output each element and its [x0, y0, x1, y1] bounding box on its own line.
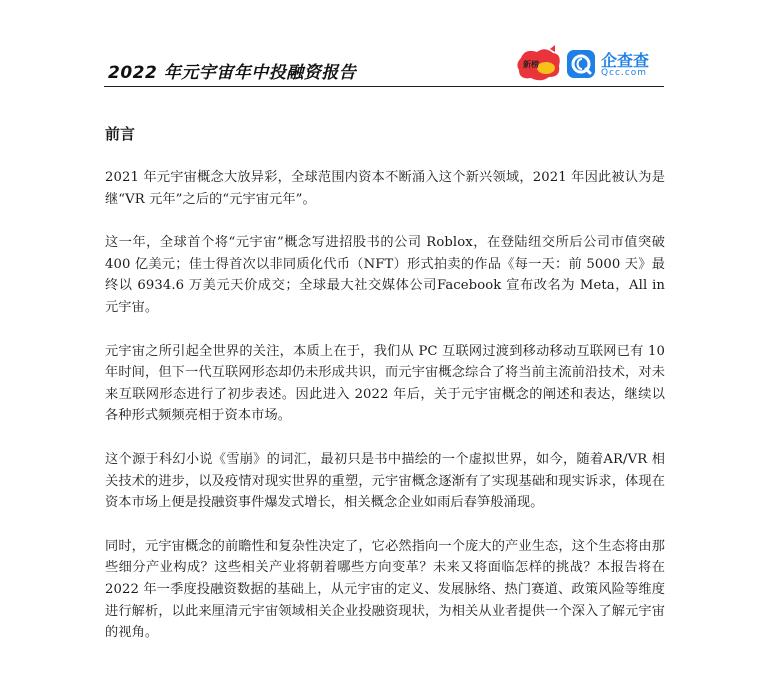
- qcc-logo-name: 企查查: [601, 51, 650, 70]
- qcc-logo-domain: Qcc.com: [601, 68, 648, 78]
- paragraph-3: 元宇宙之所引起全世界的关注，本质上在于，我们从 PC 互联网过渡到移动移动互联网已有 10 年时间，但下一代互联网形态却仍未形成共识，而元宇宙概念综合了将当前主流前沿技术，对未来互联网形态进行了初步表述。因此进入 2022 年后，关于元宇宙概念的阐述和表达，继续以各种形式频频亮相于资本市场。: [105, 343, 665, 424]
- document-title: 2022 年元宇宙年中投融资报告: [108, 63, 357, 83]
- page-header: [0, 0, 779, 100]
- paragraph-1: 2021 年元宇宙概念大放异彩，全球范围内资本不断涌入这个新兴领域，2021 年因此被认为是继“VR 元年”之后的“元宇宙元年”。: [105, 170, 665, 207]
- header-divider: [104, 86, 664, 87]
- xinbang-logo-icon: [515, 44, 563, 84]
- paragraph-4: 这个源于科幻小说《雪崩》的词汇，最初只是书中描绘的一个虚拟世界，如今，随着AR/VR 相关技术的进步，以及疫情对现实世界的重塑，元宇宙概念逐渐有了实现基础和现实诉求，体现在资本市场上便是投融资事件爆发式增长，相关概念企业如雨后春笋般涌现。: [105, 451, 665, 511]
- paragraph-5: 同时，元宇宙概念的前瞻性和复杂性决定了，它必然指向一个庞大的产业生态，这个生态将由那些细分产业构成？这些相关产业将朝着哪些方向变革？未来又将面临怎样的挑战？本报告将在 2022 年一季度投融资数据的基础上，从元宇宙的定义、发展脉络、热门赛道、政策风险等维度进行解析，以此来厘清元宇宙领域相关企业投融资现状，为相关从业者提供一个深入了解元宇宙的视角。: [105, 538, 665, 641]
- qcc-logo-icon: [567, 50, 595, 78]
- section-heading: 前言: [105, 125, 136, 143]
- logo-group: [515, 44, 665, 84]
- preface-section: [105, 123, 665, 666]
- xinbang-logo-text: 新榜: [523, 60, 539, 69]
- paragraph-2: 这一年，全球首个将“元宇宙”概念写进招股书的公司 Roblox，在登陆纽交所后公司市值突破 400 亿美元；佳士得首次以非同质化代币（NFT）形式拍卖的作品《每一天：前 5000 天》最终以 6934.6 万美元天价成交；全球最大社交媒体公司Facebook 宣布改名为 Meta，All in 元宇宙。: [105, 235, 665, 315]
